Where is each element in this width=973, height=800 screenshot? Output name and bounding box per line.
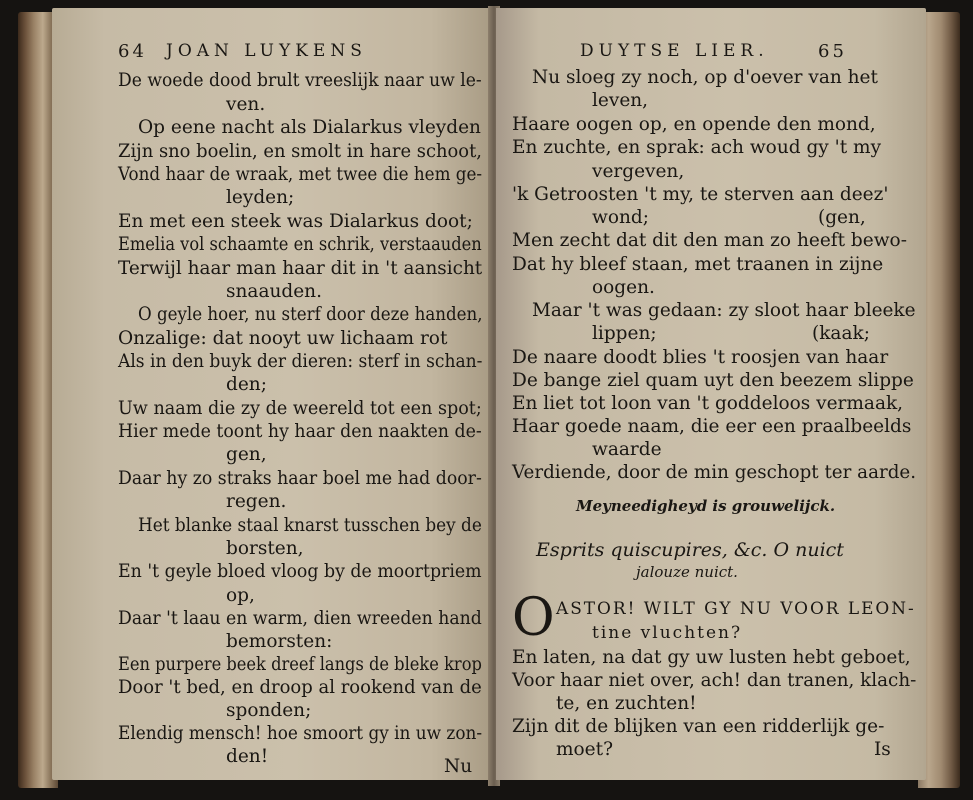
left-line: Elendig mensch! hoe smoort gy in uw zon-: [118, 723, 483, 744]
motto: Meyneedigheyd is grouwelijck.: [576, 497, 836, 515]
left-line: Een purpere beek dreef langs de bleke krop: [118, 654, 482, 675]
right-page: [496, 8, 926, 780]
left-line: bemorsten:: [226, 631, 333, 652]
left-line: Door 't bed, en droop al rookend van de: [118, 677, 482, 698]
right-line: De bange ziel quam uyt den beezem slippe: [512, 370, 914, 391]
right-running-head: DUYTSE LIER.: [580, 41, 769, 61]
right-page-number: 65: [818, 41, 847, 62]
left-line: snaauden.: [226, 281, 322, 302]
right-line: Nu sloeg zy noch, op d'oever van het: [532, 67, 878, 88]
right-line: waarde: [592, 439, 662, 460]
left-line: Op eene nacht als Dialarkus vleyden: [138, 117, 481, 138]
right-line: oogen.: [592, 277, 655, 298]
right-line: En liet tot loon van 't goddeloos vermaak,: [512, 393, 904, 414]
left-line: Onzalige: dat nooyt uw lichaam rot: [118, 328, 448, 349]
left-running-head: JOAN LUYKENS: [166, 41, 367, 61]
verse-line: tine vluchten?: [592, 623, 743, 643]
left-line: En met een steek was Dialarkus doot;: [118, 211, 473, 232]
verse-line: te, en zuchten!: [556, 693, 697, 714]
left-line: den;: [226, 374, 267, 395]
right-line: Haare oogen op, en opende den mond,: [512, 114, 876, 135]
left-line: sponden;: [226, 700, 312, 721]
left-line: gen,: [226, 444, 267, 465]
left-line: den!: [226, 746, 269, 767]
left-line: borsten,: [226, 538, 304, 559]
left-line: Zijn sno boelin, en smolt in hare schoot,: [118, 141, 482, 162]
left-page-number: 64: [118, 41, 147, 62]
right-line: vergeven,: [592, 161, 685, 182]
right-line: lippen;: [592, 323, 657, 344]
right-line: wond;: [592, 207, 649, 228]
right-line: Dat hy bleef staan, met traanen in zijne: [512, 254, 884, 275]
right-line: Haar goede naam, die eer een praalbeelds: [512, 416, 912, 437]
right-line-turnover: (gen,: [818, 207, 866, 228]
right-line: leven,: [592, 90, 649, 111]
left-page: [52, 8, 492, 780]
left-line: En 't geyle bloed vloog by de moortpriem: [118, 561, 482, 582]
right-line: En zuchte, en sprak: ach woud gy 't my: [512, 137, 882, 158]
verse-line: Voor haar niet over, ach! dan tranen, klach-: [512, 670, 917, 691]
left-line: Terwijl haar man haar dit in 't aansicht: [118, 258, 483, 279]
right-line: Verdiende, door de min geschopt ter aarde.: [512, 462, 917, 483]
left-line: Hier mede toont hy haar den naakten de-: [118, 421, 482, 442]
left-line: De woede dood brult vreeslijk naar uw le-: [118, 70, 482, 91]
right-line: 'k Getroosten 't my, te sterven aan deez': [512, 184, 889, 205]
left-line: Daar 't laau en warm, dien wreeden hand: [118, 608, 482, 629]
verse-line: En laten, na dat gy uw lusten hebt geboet,: [512, 647, 911, 668]
left-line: Het blanke staal knarst tusschen bey de: [138, 515, 482, 536]
open-book: [18, 6, 960, 794]
right-catchword: Is: [874, 739, 891, 760]
song-title: Esprits quiscupires, &c. O nuict: [536, 539, 844, 561]
left-line: Vond haar de wraak, met twee die hem ge-: [118, 164, 483, 185]
song-subtitle: jalouze nuict.: [636, 563, 738, 581]
left-line: regen.: [226, 491, 287, 512]
left-line: Uw naam die zy de weereld tot een spot;: [118, 398, 482, 419]
left-line: Daar hy zo straks haar boel me had door-: [118, 468, 482, 489]
right-line: Maar 't was gedaan: zy sloot haar bleeke: [532, 300, 916, 321]
left-catchword: Nu: [444, 756, 473, 777]
right-line: De naare doodt blies 't roosjen van haar: [512, 347, 889, 368]
verse-line: ASTOR! WILT GY NU VOOR LEON-: [556, 599, 916, 619]
right-line-turnover: (kaak;: [812, 323, 870, 344]
verse-line: Zijn dit de blijken van een ridderlijk ge-: [512, 716, 885, 737]
left-line: Emelia vol schaamte en schrik, verstaauden: [118, 234, 482, 255]
right-line: Men zecht dat dit den man zo heeft bewo-: [512, 230, 907, 251]
left-line: ven.: [226, 94, 266, 115]
verse-line: moet?: [556, 739, 613, 760]
left-line: O geyle hoer, nu sterf door deze handen,: [138, 304, 483, 325]
left-line: Als in den buyk der dieren: sterf in schan-: [118, 351, 483, 372]
left-line: leyden;: [226, 187, 295, 208]
left-line: op,: [226, 585, 255, 606]
drop-cap: O: [512, 588, 555, 648]
